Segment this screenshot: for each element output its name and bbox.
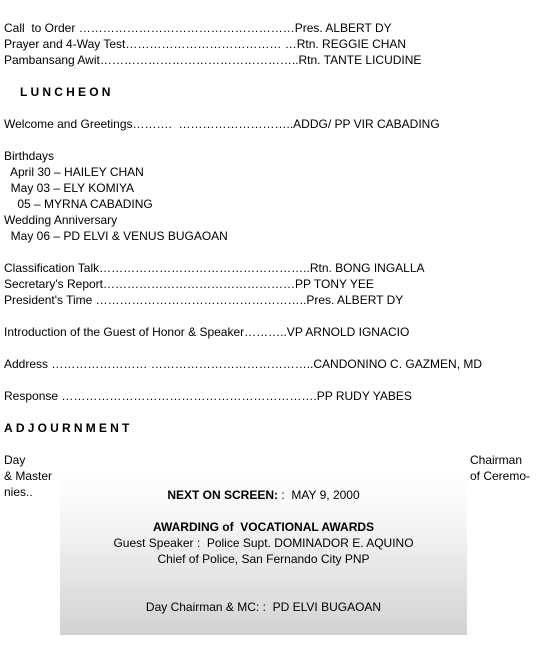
program-line-welcome: Welcome and Greetings………. ………………………..ADDG/ PP VIR CABADING <box>4 117 440 131</box>
program-line-secretary-report: Secretary's Report…………………………………………PP TONY YEE <box>4 277 374 291</box>
program-line-call-to-order: Call to Order ………………………………………………Pres. ALBERT DY <box>4 21 392 35</box>
program-line-prayer: Prayer and 4-Way Test………………………………… …Rtn. REGGIE CHAN <box>4 37 407 51</box>
day-chairman-text-left: nies.. <box>4 485 33 499</box>
luncheon-heading: LUNCHEON <box>20 85 114 99</box>
birthday-item: April 30 – HAILEY CHAN <box>4 165 144 179</box>
day-chairman-text-left: Day <box>4 453 26 467</box>
next-day-chairman: Day Chairman & MC: : PD ELVI BUGAOAN <box>145 600 382 614</box>
anniversary-item: May 06 – PD ELVI & VENUS BUGAOAN <box>4 229 228 243</box>
birthday-item: May 03 – ELY KOMIYA <box>4 181 135 195</box>
guest-speaker-position: Chief of Police, San Fernando City PNP <box>157 552 370 566</box>
next-on-screen-box <box>60 474 467 635</box>
birthdays-heading: Birthdays <box>4 149 55 163</box>
birthday-item: 05 – MYRNA CABADING <box>4 197 153 211</box>
next-on-screen-line <box>60 487 467 503</box>
anniversary-heading: Wedding Anniversary <box>4 213 118 227</box>
next-on-screen-label: NEXT ON SCREEN: <box>167 488 279 502</box>
program-line-introduction: Introduction of the Guest of Honor & Speaker………..VP ARNOLD IGNACIO <box>4 325 410 339</box>
program-line-classification-talk: Classification Talk……………………………………………..Rtn. BONG INGALLA <box>4 261 425 275</box>
program-line-president-time: President's Time ……………………………………………..Pres. ALBERT DY <box>4 293 404 307</box>
program-line-anthem: Pambansang Awit…………………………………………..Rtn. TANTE LICUDINE <box>4 53 422 67</box>
day-chairman-text-right: Chairman <box>470 453 523 467</box>
day-chairman-text-left: & Master <box>4 469 53 483</box>
guest-speaker: Guest Speaker : Police Supt. DOMINADOR E. AQUINO <box>113 536 414 550</box>
adjournment-heading: ADJOURNMENT <box>4 421 133 435</box>
day-chairman-text-right: of Ceremo- <box>470 469 531 483</box>
next-event-title: AWARDING of VOCATIONAL AWARDS <box>152 520 375 534</box>
next-on-screen-date: : MAY 9, 2000 <box>278 488 360 502</box>
program-line-response: Response ……………………………………………………….PP RUDY YABES <box>4 389 412 403</box>
program-line-address: Address …………………… …………………………………..CANDONINO C. GAZMEN, MD <box>4 357 483 371</box>
